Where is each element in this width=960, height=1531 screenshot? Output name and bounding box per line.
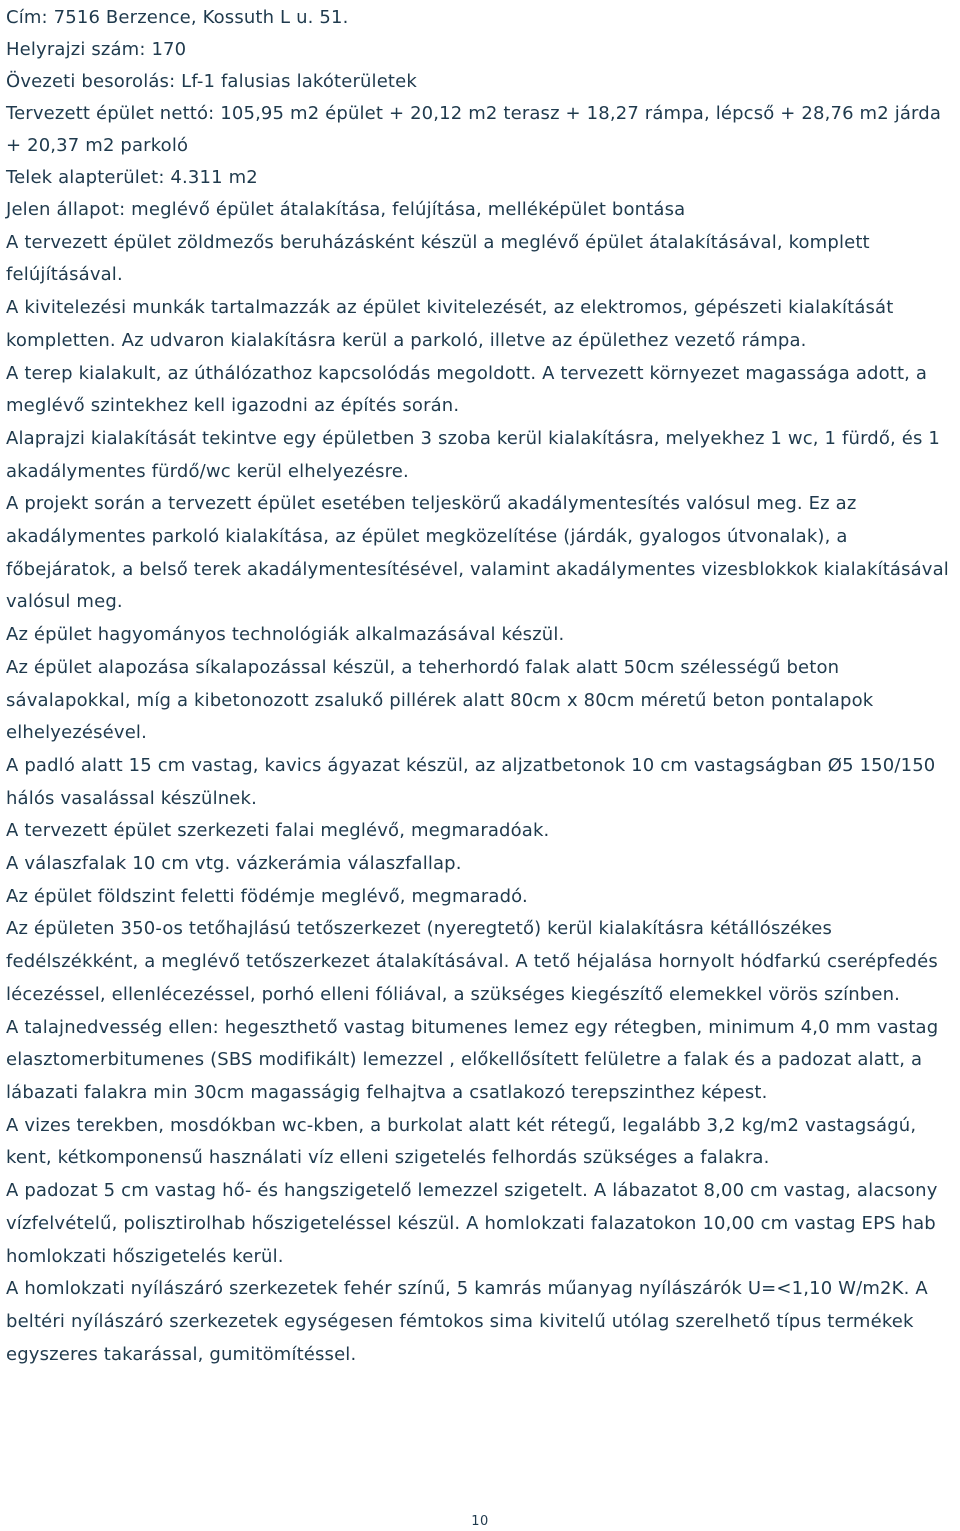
paragraph-damp-proofing: A talajnedvesség ellen: hegeszthető vastag bitumenes lemez egy rétegben, minimum 4,0 mm vastag elasztomerbitumenes (SBS modifikált) lemezzel , előkellősített felületre a falak és a padozat alatt, a lábazati falakra min 30cm magasságig felhajtva a csatlakozó terepszinthez képest. [6,1016,939,1103]
address-line: Cím: 7516 Berzence, Kossuth L u. 51. [6,7,349,28]
paragraph-technology: Az épület hagyományos technológiák alkalmazásával készül. [6,624,565,646]
document-page [6,2,954,1371]
paragraph-partition-walls: A válaszfalak 10 cm vtg. vázkerámia válaszfallap. [6,853,462,875]
paragraph-floor-plan: Alaprajzi kialakítását tekintve egy épületben 3 szoba kerül kialakításra, melyekhez 1 wc, 1 fürdő, és 1 akadálymentes fürdő/wc kerül elhelyezésre. [6,427,941,482]
paragraph-greenfield: A tervezett épület zöldmezős beruházásként készül a meglévő épület átalakításával, komplett felújításával. [6,231,870,286]
paragraph-foundation: Az épület alapozása síkalapozással készül, a teherhordó falak alatt 50cm szélességű beton sávalapokkal, míg a kibetonozott zsalukő pillérek alatt 80cm x 80cm méretű beton pontalapok elhelyezésével. [6,656,874,744]
plot-area-line: Telek alapterület: 4.311 m2 [6,167,258,188]
parcel-number-line: Helyrajzi szám: 170 [6,39,187,60]
paragraph-windows-doors: A homlokzati nyílászáró szerkezetek fehér színű, 5 kamrás műanyag nyílászárók U=<1,10 W/m2K. A beltéri nyílászáró szerkezetek egységesen fémtokos sima kivitelű utólag szerelhető típus termékek egyszeres takarással, gumitömítéssel. [6,1278,928,1365]
description-body [6,194,954,1371]
paragraph-roof: Az épületen 350-os tetőhajlású tetőszerkezet (nyeregtető) kerül kialakításra kétállószékes fedélszékként, a meglévő tetőszerkezet átalakításával. A tető héjalása hornyolt hódfarkú cserépfedés lécezéssel, ellenlécezéssel, porhó elleni fóliával, a szükséges kiegészítő elemekkel vörös színben. [6,918,938,1005]
paragraph-floor-slab: A padló alatt 15 cm vastag, kavics ágyazat készül, az aljzatbetonok 10 cm vastagságban Ø5 150/150 hálós vasalással készülnek. [6,754,936,809]
paragraph-structural-walls: A tervezett épület szerkezeti falai meglévő, megmaradóak. [6,820,550,842]
project-info-block [6,2,954,194]
zoning-line: Övezeti besorolás: Lf-1 falusias lakóterületek [6,71,417,92]
paragraph-wet-rooms: A vizes terekben, mosdókban wc-kben, a burkolat alatt két rétegű, legalább 3,2 kg/m2 vastagságú, kent, kétkomponensű használati víz elleni szigetelés felhordás szükséges a falakra. [6,1114,917,1169]
net-area-line: Tervezett épület nettó: 105,95 m2 épület + 20,12 m2 terasz + 18,27 rámpa, lépcső + 28,76 m2 járda + 20,37 m2 parkoló [6,103,942,156]
page-number: 10 [471,1514,489,1529]
paragraph-works-scope: A kivitelezési munkák tartalmazzák az épület kivitelezését, az elektromos, gépészeti kialakítását kompletten. Az udvaron kialakításra kerül a parkoló, illetve az épülethez vezető rámpa. [6,297,894,351]
paragraph-accessibility: A projekt során a tervezett épület esetében teljeskörű akadálymentesítés valósul meg. Ez az akadálymentes parkoló kialakítása, az épület megközelítése (járdák, gyalogos útvonalak), a főbejáratok, a belső terek akadálymentesítésével, valamint akadálymentes vizesblokkok kialakításával valósul meg. [6,493,949,613]
paragraph-current-state: Jelen állapot: meglévő épület átalakítása, felújítása, melléképület bontása [6,199,686,220]
paragraph-terrain: A terep kialakult, az úthálózathoz kapcsolódás megoldott. A tervezett környezet magassága adott, a meglévő szintekhez kell igazodni az építés során. [6,362,928,417]
paragraph-ceiling: Az épület földszint feletti födémje meglévő, megmaradó. [6,885,528,907]
paragraph-insulation: A padozat 5 cm vastag hő- és hangszigetelő lemezzel szigetelt. A lábazatot 8,00 cm vastag, alacsony vízfelvételű, polisztirolhab hőszigeteléssel készül. A homlokzati falazatokon 10,00 cm vastag EPS hab homlokzati hőszigetelés kerül. [6,1180,938,1267]
